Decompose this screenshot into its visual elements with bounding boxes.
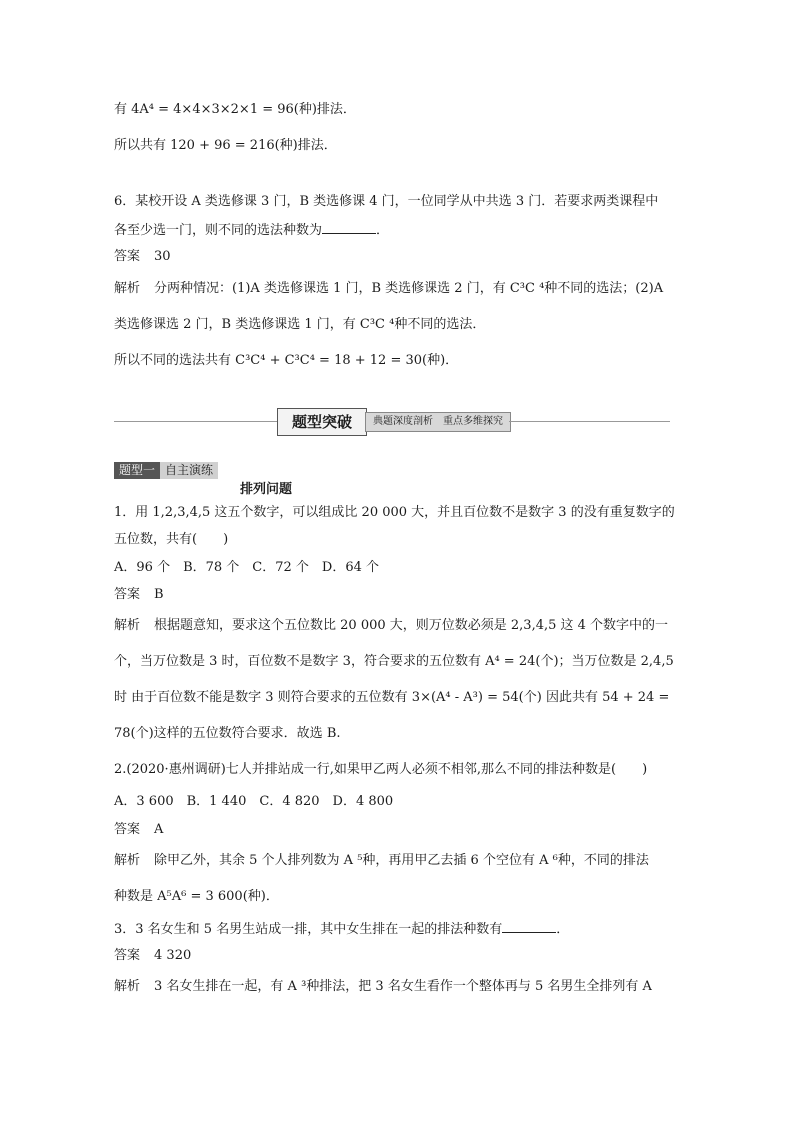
text-line: 所以共有 120 + 96 = 216(种)排法． <box>114 138 337 153</box>
analysis-line <box>114 280 663 298</box>
topic-badge-left: 题型一 <box>114 462 160 479</box>
topic-badge <box>114 462 218 479</box>
text-fragment: ． <box>376 223 390 238</box>
answer-line <box>114 947 191 965</box>
answer-line <box>114 248 171 266</box>
answer-line <box>114 586 164 604</box>
answer-blank <box>502 920 556 933</box>
question-6: 6．某校开设 A 类选修课 3 门，B 类选修课 4 门，一位同学从中共选 3 门．若要求两类课程中 <box>114 194 659 209</box>
analysis-line <box>114 978 652 996</box>
text-line: 所以不同的选法共有 C³C⁴ + C³C⁴ = 18 + 12 = 30(种)． <box>114 353 459 368</box>
analysis-label: 解析 <box>114 281 141 296</box>
analysis-line <box>114 617 668 635</box>
answer-label: 答案 <box>114 587 141 602</box>
analysis-text: 除甲乙外，其余 5 个人排列数为 A ⁵种，再用甲乙去插 6 个空位有 A ⁶种，不同的排法 <box>154 853 649 868</box>
answer-label: 答案 <box>114 948 141 963</box>
analysis-label: 解析 <box>114 979 141 994</box>
question-1: 1．用 1,2,3,4,5 这五个数字，可以组成比 20 000 大，并且百位数不是数字 3 的没有重复数字的 <box>114 505 675 520</box>
text-fragment: ． <box>556 922 570 937</box>
analysis-label: 解析 <box>114 618 141 633</box>
topic-badge-right: 自主演练 <box>160 462 218 479</box>
text-line: 五位数，共有( ) <box>114 532 229 547</box>
text-line: 78(个)这样的五位数符合要求．故选 B. <box>114 726 341 741</box>
answer-value: B <box>154 587 164 602</box>
analysis-text: 3 名女生排在一起，有 A ³种排法，把 3 名女生看作一个整体再与 5 名男生全排列有 A <box>154 979 652 994</box>
text-line: 个，当万位数是 3 时，百位数不是数字 3，符合要求的五位数有 A⁴ = 24(个)；当万位数是 2,4,5 <box>114 654 674 669</box>
question-2: 2.(2020·惠州调研)七人并排站成一行,如果甲乙两人必须不相邻,那么不同的排法种数是( ) <box>114 762 648 777</box>
text-line <box>114 221 389 240</box>
text-fragment: 各至少选一门，则不同的选法种数为 <box>114 223 323 238</box>
section-title: 题型突破 <box>277 408 367 436</box>
divider <box>509 421 670 422</box>
analysis-text: 分两种情况：(1)A 类选修课选 1 门，B 类选修课选 2 门，有 C³C ⁴种不同的选法；(2)A <box>154 281 664 296</box>
answer-line <box>114 821 163 839</box>
section-title-bar <box>114 408 670 436</box>
section-subtitle: 典题深度剖析 重点多维探究 <box>365 412 511 432</box>
options-line: A．3 600 B．1 440 C．4 820 D．4 800 <box>114 794 394 809</box>
text-fragment: 3．3 名女生和 5 名男生站成一排，其中女生排在一起的排法种数有 <box>114 922 503 937</box>
analysis-text: 根据题意知，要求这个五位数比 20 000 大，则万位数必须是 2,3,4,5 这 4 个数字中的一 <box>154 618 669 633</box>
text-line: 种数是 A⁵A⁶ = 3 600(种)． <box>114 889 279 904</box>
text-line: 时 由于百位数不能是数字 3 则符合要求的五位数有 3×(A⁴ - A³) = 54(个) 因此共有 54 + 24 = <box>114 690 670 705</box>
divider <box>114 421 277 422</box>
text-line: 类选修课选 2 门，B 类选修课选 1 门，有 C³C ⁴种不同的选法． <box>114 317 486 332</box>
subheading: 排列问题 <box>240 482 293 497</box>
answer-value: 30 <box>154 249 171 264</box>
answer-blank <box>322 221 376 234</box>
analysis-line <box>114 852 649 870</box>
analysis-label: 解析 <box>114 853 141 868</box>
options-line: A．96 个 B．78 个 C．72 个 D．64 个 <box>114 560 380 575</box>
answer-label: 答案 <box>114 822 141 837</box>
answer-value: 4 320 <box>154 948 192 963</box>
answer-value: A <box>154 822 164 837</box>
answer-label: 答案 <box>114 249 141 264</box>
question-3 <box>114 920 569 939</box>
text-line: 有 4A⁴ = 4×4×3×2×1 = 96(种)排法． <box>114 102 356 117</box>
